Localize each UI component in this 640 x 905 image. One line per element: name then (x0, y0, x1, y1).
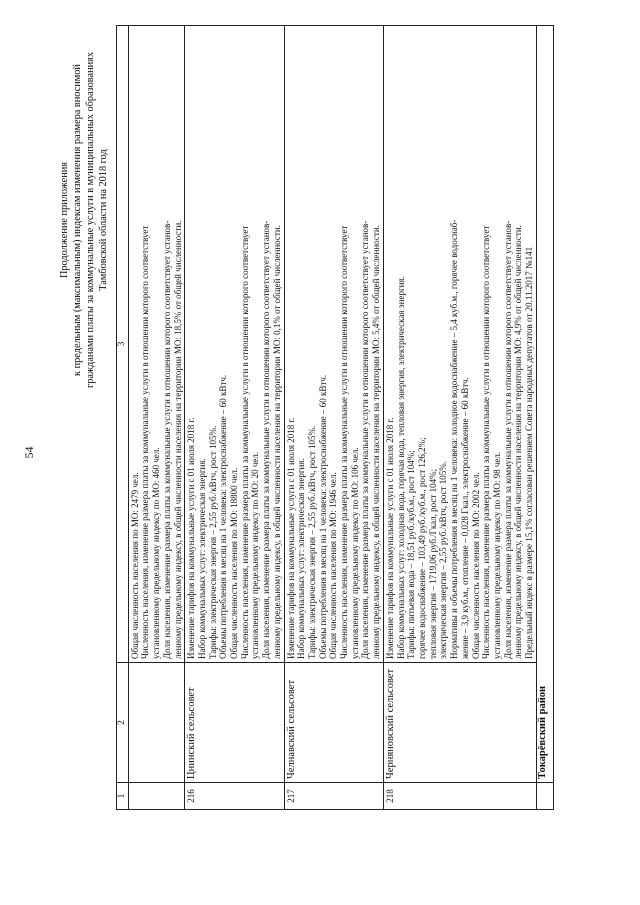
description-cell (383, 26, 536, 663)
description-line: Доля населения, изменение размера платы за коммунальные услуги в отношении которого соответствует установ- (261, 220, 272, 659)
table-row (185, 26, 284, 810)
column-header-2: 2 (117, 663, 129, 783)
description-line: установленному предельному индексу по МО: 20 чел. (250, 451, 261, 659)
column-header-1: 1 (117, 783, 129, 810)
description-line: Численность населения, изменение размера платы за коммунальные услуги в отношении которого соответствует (140, 225, 151, 659)
description-line: Общая численность населения по МО: 2479 чел. (129, 472, 140, 659)
column-number-row (117, 26, 129, 810)
description-line: Объемы потребления в месяц на 1 человека: электроснабжение – 60 кВтч. (317, 374, 328, 659)
header-line: гражданами платы за коммунальные услуги в муниципальных образованиях (85, 52, 96, 388)
municipality-name-cell (128, 663, 185, 783)
description-line: Общая численность населения по МО: 2002 чел. (470, 472, 481, 659)
description-cell (284, 26, 383, 663)
description-line: Нормативы и объемы потребления в месяц на 1 человека: холодное водоснабжение – 5,4 куб.м., горячее водоснаб- (449, 219, 460, 659)
municipality-name-cell: Челнавский сельсовет (284, 663, 383, 783)
description-line: Набор коммунальных услуг: электрическая энергия. (296, 458, 307, 659)
row-number-cell (536, 783, 553, 810)
description-line: Доля населения, изменение размера платы за коммунальные услуги в отношении которого соответствует установ- (161, 220, 172, 659)
description-line: Изменение тарифов на коммунальные услуги с 01 июля 2018 г. (186, 417, 197, 659)
description-cell (128, 26, 185, 663)
row-number-cell: 217 (284, 783, 383, 810)
description-line: Набор коммунальных услуг: холодная вода, горячая вода, тепловая энергия, электрическая энергия. (395, 276, 406, 659)
appendix-header (58, 5, 110, 435)
description-line: ленному предельному индексу, в общей численности населения на территории МО: 5,4% от общей численности. (371, 225, 382, 659)
description-line: установленному предельному индексу по МО: 460 чел. (151, 447, 162, 659)
description-line: Численность населения, изменение размера платы за коммунальные услуги в отношении которого соответствует (481, 225, 492, 659)
description-line: Предельный индекс в размере 15,1% согласован решением Совета народных депутатов от 20.11.2017 №141 (524, 246, 535, 659)
description-line: жение – 3,9 куб.м., отопление – 0,028 Гкал., электроснабжение – 60 кВтч. (459, 377, 470, 659)
description-line: тепловая энергия – 1719,06 руб./Гкал, рост 104%; (427, 468, 438, 659)
description-line: Численность населения, изменение размера платы за коммунальные услуги в отношении которого соответствует (239, 225, 250, 659)
column-header-3: 3 (117, 26, 129, 663)
tariff-index-table (116, 25, 554, 810)
description-line: электрическая энергия – 2,55 руб./кВтч, рост 105%. (438, 460, 449, 659)
municipality-name-cell: Цнинский сельсовет (185, 663, 284, 783)
header-line: Продолжение приложения (59, 161, 70, 279)
header-line: Тамбовской области на 2018 год (98, 149, 109, 291)
description-line: Доля населения, изменение размера платы за коммунальные услуги в отношении которого соответствует установ- (360, 220, 371, 659)
description-line: ленному предельному индексу, в общей численности населения на территории МО: 4,9% от общей численности. (513, 225, 524, 659)
table-row-continuation (128, 26, 185, 810)
table-row (284, 26, 383, 810)
district-name: Токарёвский район (536, 26, 553, 783)
description-line: Общая численность населения по МО: 18800 чел. (229, 467, 240, 659)
description-line: Доля населения, изменение размера платы за коммунальные услуги в отношении которого соответствует установ- (502, 220, 513, 659)
description-line: ленному предельному индексу, в общей численности населения на территории МО: 0,1% от общей численности. (271, 225, 282, 659)
description-line: установленному предельному индексу по МО: 106 чел. (349, 447, 360, 659)
municipality-name-cell: Черняновский сельсовет (383, 663, 536, 783)
description-cell (185, 26, 284, 663)
description-line: горячее водоснабжение – 103,49 руб./куб.м., рост 126,2%; (416, 437, 427, 659)
row-number-cell (128, 783, 185, 810)
description-line: Тарифы: электрическая энергия – 2,55 руб./кВтч, рост 105%. (207, 425, 218, 659)
description-line: Общая численность населения по МО: 1946 чел. (328, 472, 339, 659)
description-line: ленному предельному индексу, в общей численности населения на территории МО: 18,5% от общей численности. (172, 220, 183, 659)
description-line: установленному предельному индексу по МО: 98 чел. (491, 451, 502, 659)
header-line: к предельным (максимальным) индексам изменения размера вносимой (72, 64, 83, 376)
district-row (536, 26, 553, 810)
page-number: 54 (22, 446, 36, 459)
description-line: Набор коммунальных услуг: электрическая энергия. (196, 458, 207, 659)
description-line: Объемы потребления в месяц на 1 человека: электроснабжение – 60 кВтч. (218, 374, 229, 659)
row-number-cell: 216 (185, 783, 284, 810)
description-line: Тарифы: электрическая энергия – 2,55 руб./кВтч, рост 105%. (306, 425, 317, 659)
table-row (383, 26, 536, 810)
row-number-cell: 218 (383, 783, 536, 810)
description-line: Тарифы: питьевая вода – 18,51 руб./куб.м., рост 104%; (406, 450, 417, 659)
description-line: Изменение тарифов на коммунальные услуги с 01 июля 2018 г. (285, 417, 296, 659)
description-line: Изменение тарифов на коммунальные услуги с 01 июля 2018 г. (384, 417, 395, 659)
description-line: Численность населения, изменение размера платы за коммунальные услуги в отношении которого соответствует (339, 225, 350, 659)
